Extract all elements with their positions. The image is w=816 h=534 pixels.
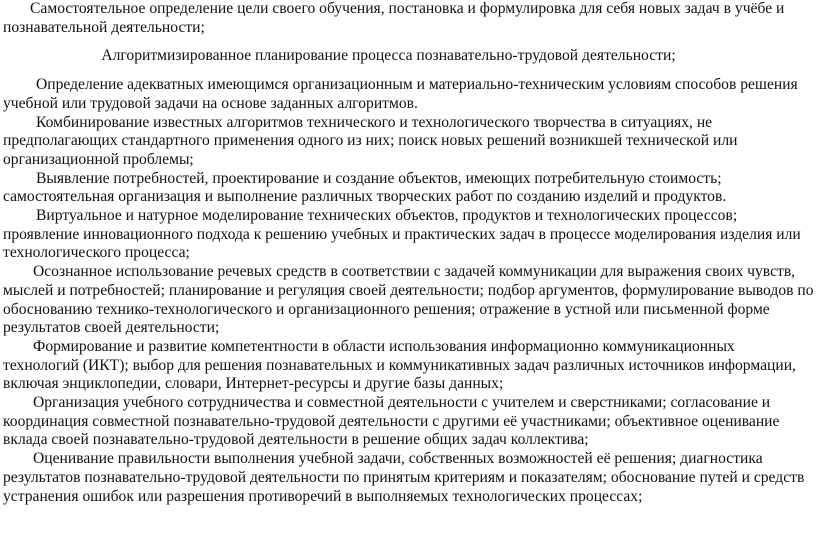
paragraph-modeling: Виртуальное и натурное моделирование технических объектов, продуктов и технологических процессов; проявление инновационного подхода к решению учебных и практических задач в процессе моделирования изделия или технологического процесса; (3, 207, 801, 262)
paragraph-algorithm-combining: Комбинирование известных алгоритмов технического и технологического творчества в ситуациях, не предполагающих стандартного применения одного из них; поиск новых решений возникшей технической или организационной проблемы; (3, 113, 738, 168)
paragraph-ict-competence: Формирование и развитие компетентности в области использования информационно коммуникационных технологий (ИКТ); выбор для решения познавательных и коммуникативных задач различных источников информации, включая энциклопедии, словари, Интернет-ресурсы и другие базы данных; (3, 337, 796, 393)
paragraph-speech-means: Осознанное использование речевых средств в соответствии с задачей коммуникации для выражения своих чувств, мыслей и потребностей; планирование и регуляция своей деятельности; подбор аргументов, формулирование выводов по обоснованию технико-технологического и организационного решения; отражение в устной или письменной форме результатов своей деятельности; (3, 263, 814, 337)
paragraph-algorithmic-planning: Алгоритмизированное планирование процесса познавательно-трудовой деятельности; (101, 47, 676, 65)
paragraph-evaluation: Оценивание правильности выполнения учебной задачи, собственных возможностей её решения; диагностика результатов познавательно-трудовой деятельности по принятым критериям и показателям; обоснование путей и средств устранения ошибок или разрешения противоречий в выполняемых технологических процессах; (3, 450, 805, 505)
paragraph-cooperation: Организация учебного сотрудничества и совместной деятельности с учителем и сверстниками; согласование и координация совместной познавательно-трудовой деятельности с другими её участниками; объективное оценивание вклада своей познавательно-трудовой деятельности в решение общих задач коллектива; (3, 394, 780, 449)
paragraph-needs-design: Выявление потребностей, проектирование и создание объектов, имеющих потребительную стоимость; самостоятельная организация и выполнение различных творческих работ по созданию изделий и продуктов. (3, 169, 727, 206)
paragraph-method-selection: Определение адекватных имеющимся организационным и материально-техническим условиям способов решения учебной или трудовой задачи на основе заданных алгоритмов. (3, 76, 798, 112)
paragraph-goal-setting: Самостоятельное определение цели своего обучения, постановка и формулировка для себя новых задач в учёбе и познавательной деятельности; (3, 0, 785, 36)
